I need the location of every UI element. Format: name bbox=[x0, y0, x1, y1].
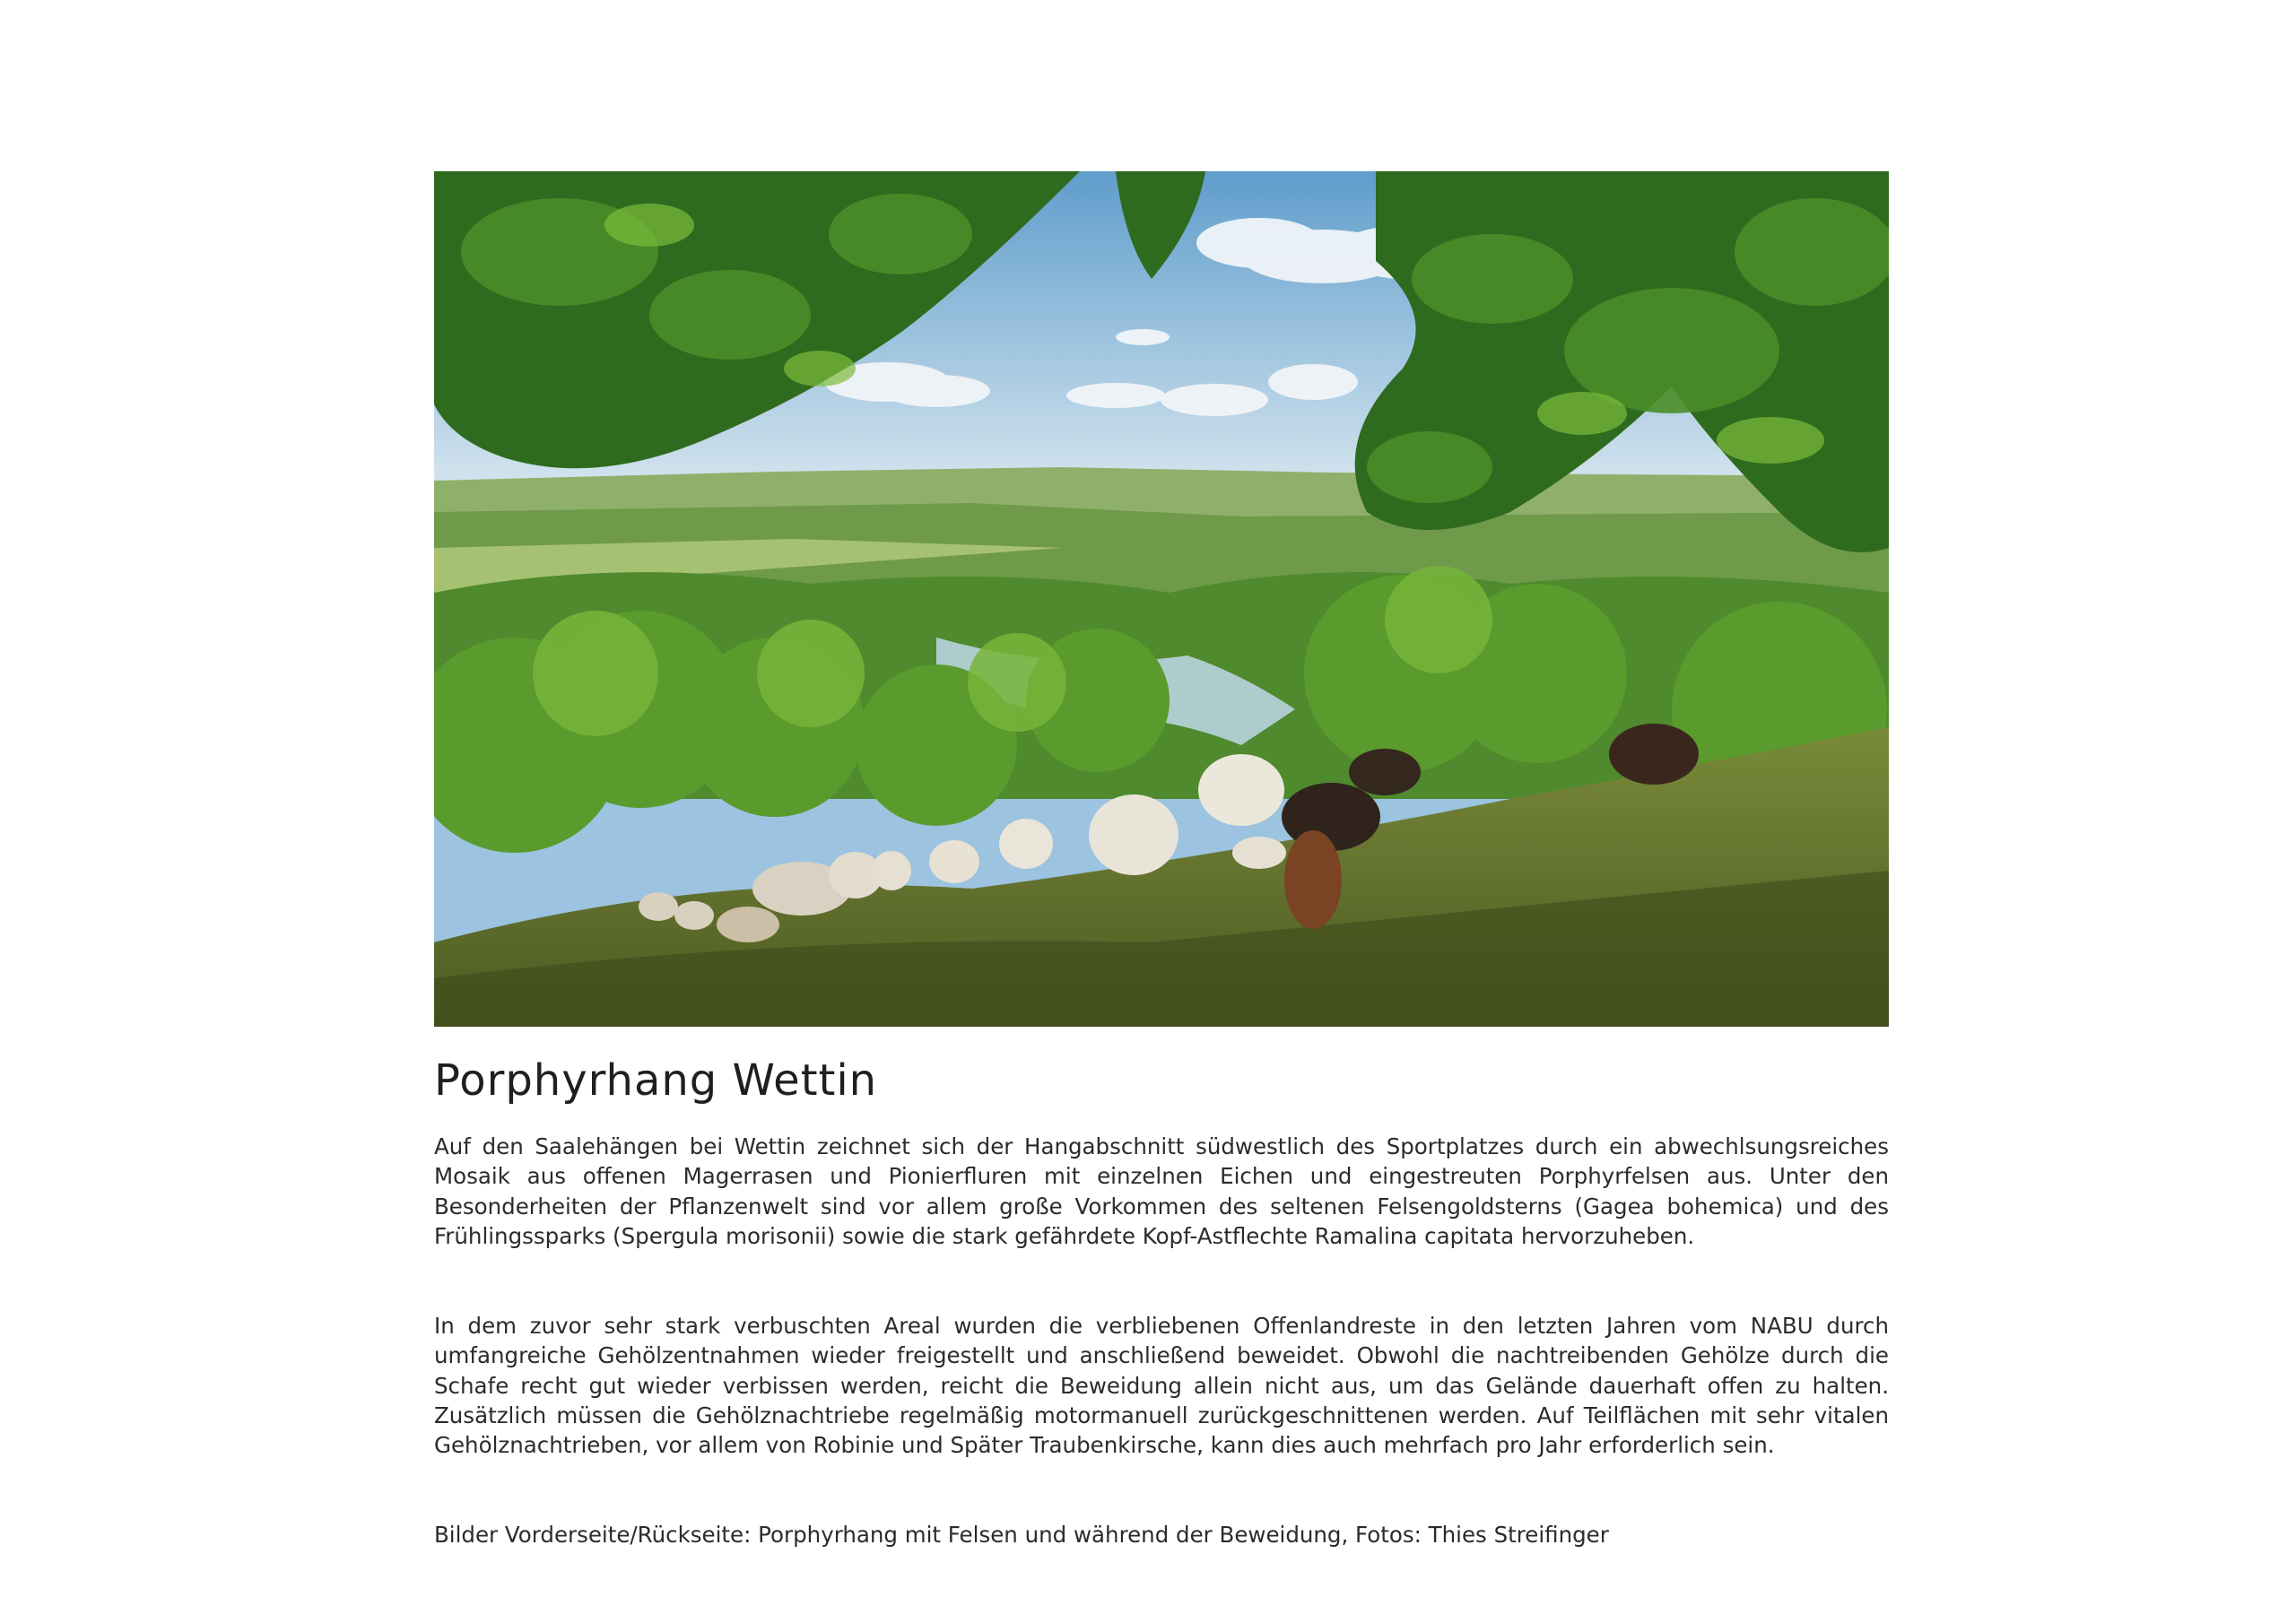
page-title: Porphyrhang Wettin bbox=[434, 1055, 878, 1106]
description-paragraph-1: Auf den Saalehängen bei Wettin zeichnet sich der Hangabschnitt südwestlich des Sportplatzes durch ein abwechlsungsreiches Mosaik aus offenen Magerrasen und Pionierfluren mit einzelnen Eichen und eingestreuten Porphyrfelsen aus. Unter den Besonderheiten der Pflanzenwelt sind vor allem große Vorkommen des seltenen Felsengoldsterns (Gagea bohemica) und des Frühlingssparks (Spergula morisonii) sowie die stark gefährdete Kopf-Astflechte Ramalina capitata hervorzuheben. bbox=[434, 1133, 1889, 1249]
photo-credit: Bilder Vorderseite/Rückseite: Porphyrhang mit Felsen und während der Beweidung, Fotos: Thies Streifinger bbox=[434, 1522, 1609, 1548]
description-paragraph-2: In dem zuvor sehr stark verbuschten Areal wurden die verbliebenen Offenlandreste in den letzten Jahren vom NABU durch umfangreiche Gehölzentnahmen wieder freigestellt und anschließend beweidet. Obwohl die nachtreibenden Gehölze durch die Schafe recht gut wieder verbissen werden, reicht die Beweidung allein nicht aus, um das Gelände dauerhaft offen zu halten. Zusätzlich müssen die Gehölznachtriebe regelmäßig motormanuell zurückgeschnittenen werden. Auf Teilflächen mit sehr vitalen Gehölznachtrieben, vor allem von Robinie und Später Traubenkirsche, kann dies auch mehrfach pro Jahr erforderlich sein. bbox=[434, 1313, 1889, 1459]
landscape-photo bbox=[434, 171, 1889, 1027]
photo-illustration bbox=[434, 171, 1889, 1027]
